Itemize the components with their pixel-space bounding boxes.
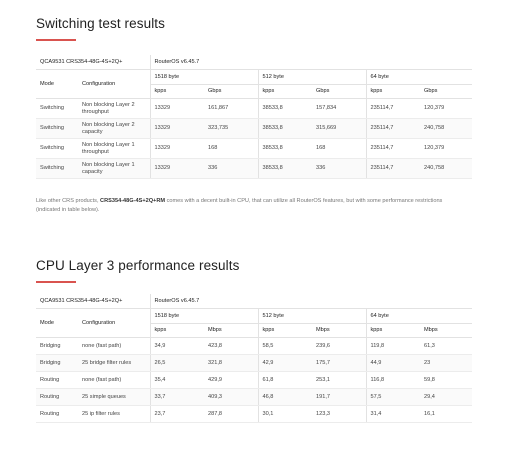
cell-value: 191,7: [312, 389, 366, 406]
cell-mode: Bridging: [36, 338, 78, 355]
routeros-version: RouterOS v6.45.7: [150, 294, 472, 309]
cell-value: 120,379: [420, 99, 472, 119]
table-row: [36, 372, 472, 389]
cell-value: 31,4: [366, 406, 420, 423]
col-unit: Gbps: [420, 85, 472, 99]
cell-config: none (fast path): [78, 338, 150, 355]
col-size-512: 512 byte: [258, 70, 366, 85]
col-unit: kpps: [258, 85, 312, 99]
cell-value: 168: [312, 139, 366, 159]
cell-value: 321,8: [204, 355, 258, 372]
cell-value: 29,4: [420, 389, 472, 406]
cell-value: 161,867: [204, 99, 258, 119]
cell-mode: Switching: [36, 119, 78, 139]
cell-value: 16,1: [420, 406, 472, 423]
col-unit: kpps: [366, 85, 420, 99]
col-unit: Mbps: [420, 324, 472, 338]
cell-value: 336: [204, 159, 258, 179]
note-text: Like other CRS products,: [36, 198, 101, 204]
cell-value: 33,7: [150, 389, 204, 406]
cell-value: 13329: [150, 139, 204, 159]
col-unit: kpps: [366, 324, 420, 338]
table-row: [36, 119, 472, 139]
col-size-1518: 1518 byte: [150, 70, 258, 85]
cell-value: 38533,8: [258, 119, 312, 139]
cell-mode: Bridging: [36, 355, 78, 372]
cell-value: 57,5: [366, 389, 420, 406]
cell-config: Non blocking Layer 2 capacity: [78, 119, 150, 139]
col-size-512: 512 byte: [258, 309, 366, 324]
col-unit: Mbps: [312, 324, 366, 338]
cell-config: Non blocking Layer 1 throughput: [78, 139, 150, 159]
table-row: [36, 99, 472, 119]
cell-value: 235114,7: [366, 139, 420, 159]
cell-value: 409,3: [204, 389, 258, 406]
switching-table: [36, 55, 472, 179]
col-unit: Mbps: [204, 324, 258, 338]
cell-value: 13329: [150, 119, 204, 139]
switching-title: Switching test results: [36, 16, 165, 31]
cell-mode: Switching: [36, 159, 78, 179]
cpu-table: [36, 294, 472, 423]
cell-value: 23: [420, 355, 472, 372]
cell-value: 239,6: [312, 338, 366, 355]
table-row: [36, 406, 472, 423]
col-configuration: Configuration: [78, 309, 150, 338]
table-row: [36, 355, 472, 372]
cell-value: 59,8: [420, 372, 472, 389]
cell-config: Non blocking Layer 2 throughput: [78, 99, 150, 119]
cell-value: 423,8: [204, 338, 258, 355]
cell-value: 35,4: [150, 372, 204, 389]
cell-value: 120,379: [420, 139, 472, 159]
board-name: QCA9531 CRS354-48G-4S+2Q+: [36, 294, 150, 309]
cell-value: 119,8: [366, 338, 420, 355]
col-unit: Gbps: [312, 85, 366, 99]
col-size-64: 64 byte: [366, 309, 472, 324]
col-size-1518: 1518 byte: [150, 309, 258, 324]
title-accent-bar: [36, 281, 76, 283]
note-product: CRS354-48G-4S+2Q+RM: [100, 198, 166, 204]
title-accent-bar: [36, 39, 76, 41]
table-row: [36, 389, 472, 406]
cell-value: 240,758: [420, 159, 472, 179]
table-header-row: [36, 309, 472, 324]
cell-mode: Routing: [36, 372, 78, 389]
cell-config: 25 ip filter rules: [78, 406, 150, 423]
cell-value: 168: [204, 139, 258, 159]
table-row: [36, 159, 472, 179]
cell-value: 30,1: [258, 406, 312, 423]
cpu-section: [36, 258, 472, 423]
col-configuration: Configuration: [78, 70, 150, 99]
table-row: [36, 338, 472, 355]
cell-value: 46,8: [258, 389, 312, 406]
cell-value: 38533,8: [258, 99, 312, 119]
cell-value: 175,7: [312, 355, 366, 372]
cell-value: 26,5: [150, 355, 204, 372]
cpu-note: [36, 197, 466, 215]
col-mode: Mode: [36, 70, 78, 99]
cell-value: 58,5: [258, 338, 312, 355]
board-name: QCA9531 CRS354-48G-4S+2Q+: [36, 55, 150, 70]
col-unit: kpps: [150, 85, 204, 99]
cell-value: 240,758: [420, 119, 472, 139]
cell-value: 61,8: [258, 372, 312, 389]
cell-value: 235114,7: [366, 99, 420, 119]
cell-value: 315,669: [312, 119, 366, 139]
cell-config: 25 simple queues: [78, 389, 150, 406]
cell-value: 44,9: [366, 355, 420, 372]
cell-value: 23,7: [150, 406, 204, 423]
cell-config: none (fast path): [78, 372, 150, 389]
cell-value: 38533,8: [258, 139, 312, 159]
cell-value: 34,9: [150, 338, 204, 355]
table-header-row: [36, 55, 472, 70]
cell-value: 13329: [150, 99, 204, 119]
cell-value: 235114,7: [366, 159, 420, 179]
cell-value: 38533,8: [258, 159, 312, 179]
table-header-row: [36, 70, 472, 85]
cell-value: 42,9: [258, 355, 312, 372]
cell-mode: Switching: [36, 99, 78, 119]
table-header-row: [36, 294, 472, 309]
table-row: [36, 139, 472, 159]
col-unit: Gbps: [204, 85, 258, 99]
cell-value: 123,3: [312, 406, 366, 423]
col-size-64: 64 byte: [366, 70, 472, 85]
col-unit: kpps: [258, 324, 312, 338]
col-unit: kpps: [150, 324, 204, 338]
cell-mode: Routing: [36, 406, 78, 423]
col-mode: Mode: [36, 309, 78, 338]
cell-value: 429,9: [204, 372, 258, 389]
cell-value: 323,735: [204, 119, 258, 139]
routeros-version: RouterOS v6.45.7: [150, 55, 472, 70]
cell-config: 25 bridge filter rules: [78, 355, 150, 372]
switching-section: [36, 16, 472, 221]
cell-mode: Routing: [36, 389, 78, 406]
cell-value: 116,8: [366, 372, 420, 389]
cell-value: 13329: [150, 159, 204, 179]
note-text: comes with a decent built-in CPU, that can utilize all RouterOS features, but with some performance restrictions (indicated in table below).: [36, 198, 443, 213]
cell-value: 287,8: [204, 406, 258, 423]
cpu-title: CPU Layer 3 performance results: [36, 258, 240, 273]
cell-value: 336: [312, 159, 366, 179]
cell-mode: Switching: [36, 139, 78, 159]
cell-value: 235114,7: [366, 119, 420, 139]
cell-value: 61,3: [420, 338, 472, 355]
cell-config: Non blocking Layer 1 capacity: [78, 159, 150, 179]
cell-value: 157,834: [312, 99, 366, 119]
cell-value: 253,1: [312, 372, 366, 389]
